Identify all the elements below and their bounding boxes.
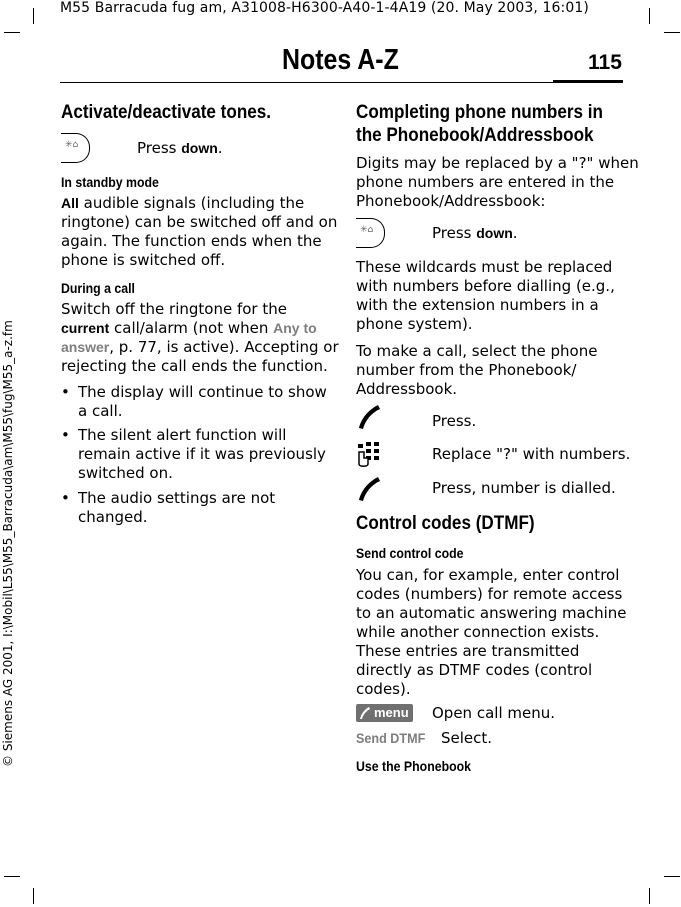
menu-softkey[interactable]: menu: [356, 704, 413, 722]
crop-mark: [33, 8, 34, 24]
subheading-send-control-code: Send control code: [356, 545, 464, 561]
call-key-icon: [356, 475, 382, 503]
intro-paragraph: Digits may be replaced by a "?" when phone numbers are entered in the Phonebook/Addressbook:: [356, 154, 639, 210]
press-down-instruction: Press down.: [137, 139, 223, 157]
keypad-icon: [356, 440, 384, 468]
subheading-standby: In standby mode: [61, 174, 159, 190]
sidebar-path: © Siemens AG 2001, I:\Mobil\L55\M55_Barracuda\am\M55\fug\M55_a-z.fm: [1, 320, 15, 767]
nav-key-down-icon: ✳︎⌂: [61, 133, 90, 163]
crop-mark: [649, 8, 650, 24]
step-press: Press.: [432, 412, 477, 430]
press-down-instruction: Press down.: [432, 224, 518, 242]
step-dial: Press, number is dialled.: [432, 479, 616, 497]
header-rule: [60, 82, 553, 83]
crop-mark: [4, 876, 20, 877]
header-rule-thick: [553, 80, 623, 83]
standby-paragraph: All audible signals (including the ringtone) can be switched off and on again. The function ends when the phone is switched off.: [61, 194, 338, 269]
crop-mark: [4, 32, 20, 33]
link-any-to-answer[interactable]: answer: [61, 339, 110, 355]
link-any-to-answer[interactable]: Any to: [273, 320, 317, 336]
crop-mark: [649, 888, 650, 904]
call-key-icon: [359, 706, 371, 720]
crop-mark: [664, 876, 680, 877]
dtmf-paragraph: You can, for example, enter control codes (numbers) for remote access to an automatic answering machine while another connection exists. These entries are transmitted directly as DTMF codes (control codes).: [356, 566, 627, 698]
crop-mark: [664, 32, 680, 33]
step-replace: Replace "?" with numbers.: [432, 445, 631, 463]
call-key-icon: [356, 403, 382, 431]
menu-instruction: Open call menu.: [432, 704, 555, 722]
page-number: 115: [588, 51, 622, 74]
subheading-use-phonebook: Use the Phonebook: [356, 758, 472, 774]
send-dtmf-instruction: Select.: [441, 729, 493, 747]
section-heading-dtmf: Control codes (DTMF): [356, 513, 535, 534]
make-call-paragraph: To make a call, select the phone number from the Phonebook/ Addressbook.: [356, 342, 598, 398]
crop-mark: [33, 888, 34, 904]
print-metadata: M55 Barracuda fug am, A31008-H6300-A40-1-4A19 (20. May 2003, 16:01): [60, 0, 589, 16]
during-call-paragraph: Switch off the ringtone for the current call/alarm (not when Any to answer, p. 77, is active). Accepting or rejecting the call ends the function.: [61, 300, 339, 375]
wildcards-paragraph: These wildcards must be replaced with numbers before dialling (e.g., with the extension numbers in a phone system).: [356, 258, 615, 333]
subheading-during-call: During a call: [61, 280, 135, 296]
section-heading-tones: Activate/deactivate tones.: [61, 102, 272, 123]
send-dtmf-option[interactable]: Send DTMF: [356, 730, 426, 746]
section-heading-completing: Completing phone numbers in the Phonebook/Addressbook: [356, 102, 604, 146]
nav-key-down-icon: ✳︎⌂: [356, 218, 385, 248]
page-title: Notes A-Z: [282, 44, 399, 76]
